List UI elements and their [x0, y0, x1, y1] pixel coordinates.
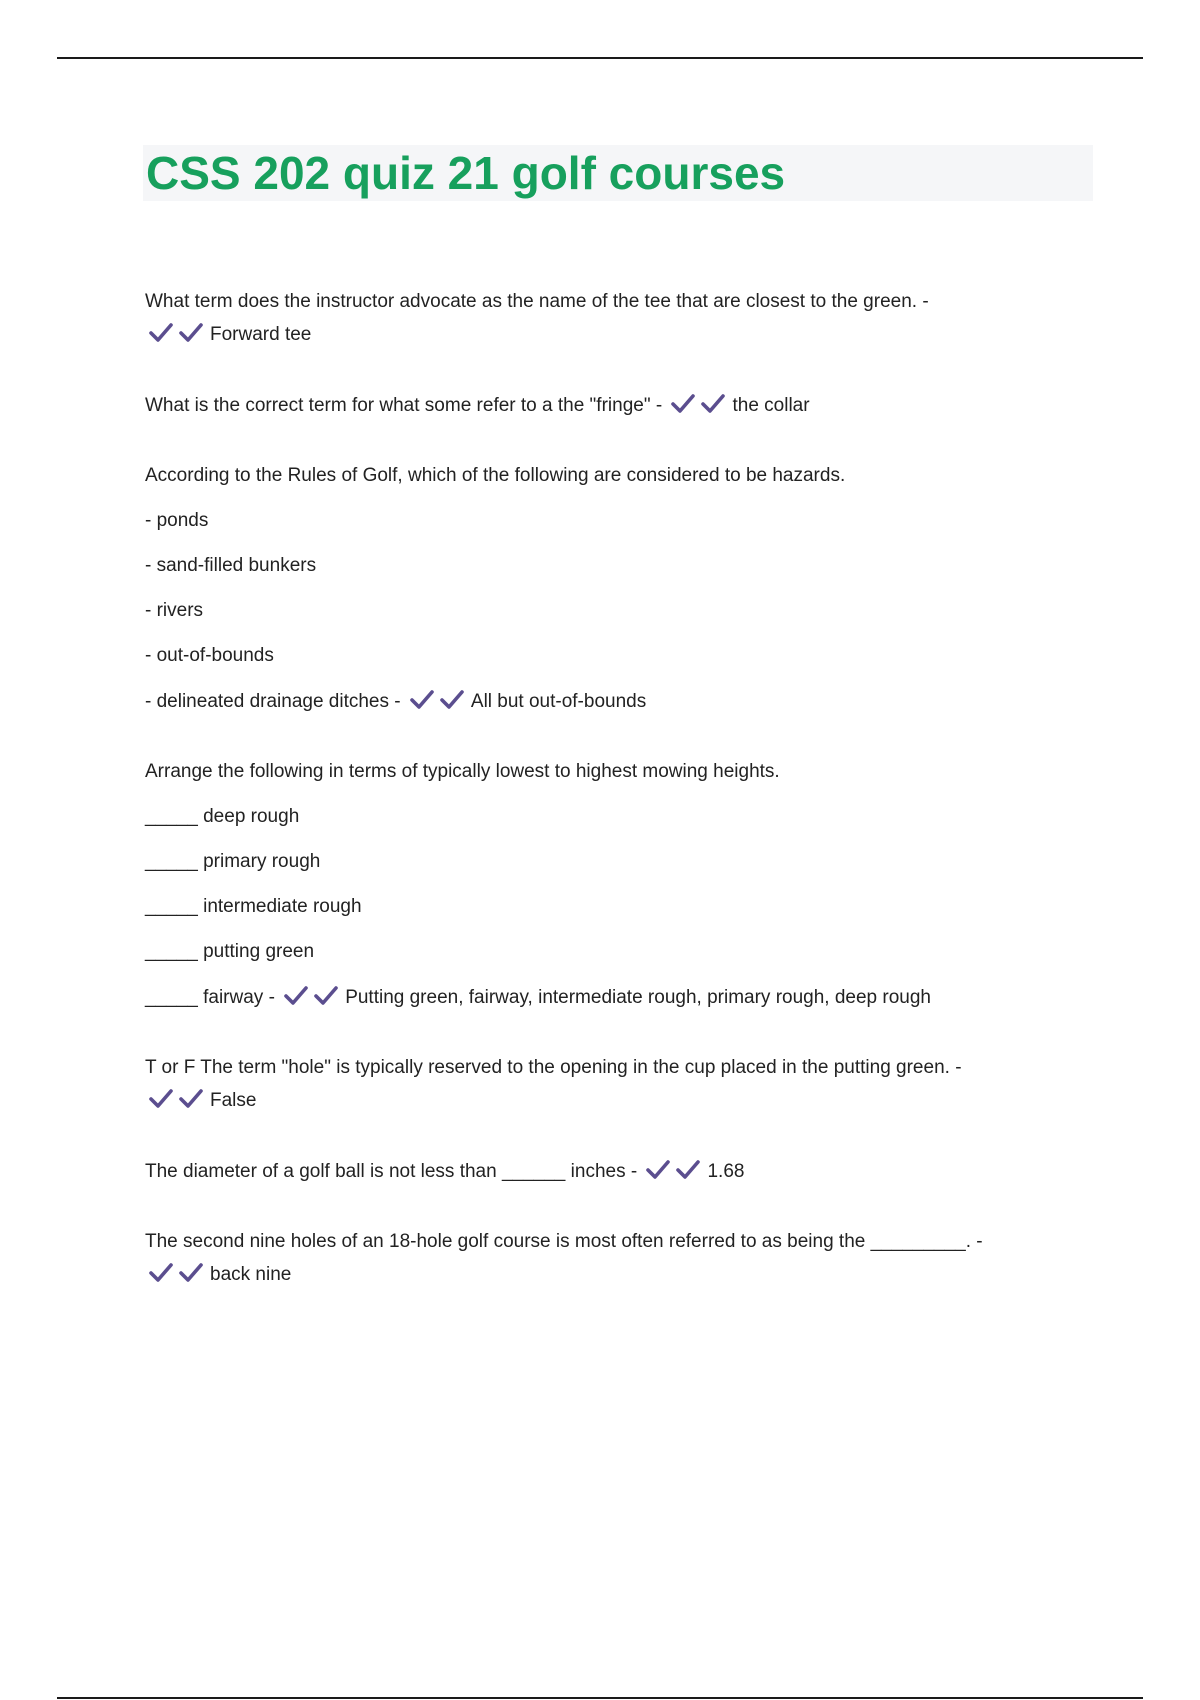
- check-pair: [148, 322, 208, 347]
- question-answer-line: [145, 1159, 1045, 1184]
- quiz-content: [145, 290, 1045, 1333]
- check-icon: [178, 1262, 204, 1284]
- question-block: [145, 464, 1045, 714]
- check-pair: [670, 393, 730, 418]
- check-icon: [675, 1159, 701, 1181]
- option-item: - ponds: [145, 510, 209, 531]
- answer-line: [145, 322, 1045, 347]
- check-icon: [283, 985, 309, 1007]
- check-pair: [148, 1262, 208, 1287]
- page-title: CSS 202 quiz 21 golf courses: [146, 147, 786, 199]
- option-item: _____ putting green: [145, 941, 315, 962]
- option-item: _____ primary rough: [145, 851, 321, 872]
- answer-text: 1.68: [707, 1161, 745, 1182]
- check-icon: [409, 689, 435, 711]
- option-item: _____ fairway -: [145, 987, 275, 1008]
- question-block: [145, 1230, 1045, 1287]
- check-icon: [670, 393, 696, 415]
- question-text: The diameter of a golf ball is not less than ______ inches -: [145, 1161, 638, 1182]
- check-icon: [178, 1088, 204, 1110]
- question-text: What is the correct term for what some refer to a the "fringe" -: [145, 395, 663, 416]
- check-icon: [148, 322, 174, 344]
- check-pair: [645, 1159, 705, 1184]
- answer-text: All but out-of-bounds: [470, 691, 647, 712]
- check-icon: [439, 689, 465, 711]
- answer-text: back nine: [210, 1264, 292, 1285]
- question-block: [145, 760, 1045, 1010]
- top-rule: [57, 57, 1143, 59]
- option-item: - delineated drainage ditches -: [145, 691, 401, 712]
- answer-text: False: [210, 1090, 257, 1111]
- question-text: Arrange the following in terms of typically lowest to highest mowing heights.: [145, 761, 780, 782]
- option-item: - out-of-bounds: [145, 645, 274, 666]
- question-block: [145, 1159, 1045, 1184]
- question-text: What term does the instructor advocate as the name of the tee that are closest to the green. -: [145, 291, 929, 312]
- question-text: T or F The term "hole" is typically reserved to the opening in the cup placed in the putting green. -: [145, 1057, 962, 1078]
- answer-line: [145, 1262, 1045, 1287]
- answer-text: Forward tee: [210, 324, 312, 345]
- option-item: - sand-filled bunkers: [145, 555, 317, 576]
- answer-text: Putting green, fairway, intermediate rough, primary rough, deep rough: [345, 987, 931, 1008]
- question-text: According to the Rules of Golf, which of the following are considered to be hazards.: [145, 465, 846, 486]
- check-icon: [700, 393, 726, 415]
- check-icon: [313, 985, 339, 1007]
- question-block: [145, 1056, 1045, 1113]
- option-item: - rivers: [145, 600, 204, 621]
- question-answer-line: [145, 393, 1045, 418]
- check-icon: [645, 1159, 671, 1181]
- check-icon: [148, 1088, 174, 1110]
- question-block: [145, 393, 1045, 418]
- check-pair: [148, 1088, 208, 1113]
- check-icon: [148, 1262, 174, 1284]
- check-pair: [283, 985, 343, 1010]
- answer-text: the collar: [732, 395, 810, 416]
- option-item: _____ deep rough: [145, 806, 300, 827]
- answer-line: [145, 1088, 1045, 1113]
- check-pair: [409, 689, 469, 714]
- bottom-rule: [57, 1697, 1143, 1699]
- check-icon: [178, 322, 204, 344]
- answer-line: [145, 689, 1045, 714]
- question-text: The second nine holes of an 18-hole golf course is most often referred to as being the _________. -: [145, 1231, 983, 1252]
- question-block: [145, 290, 1045, 347]
- option-item: _____ intermediate rough: [145, 896, 362, 917]
- answer-line: [145, 985, 1045, 1010]
